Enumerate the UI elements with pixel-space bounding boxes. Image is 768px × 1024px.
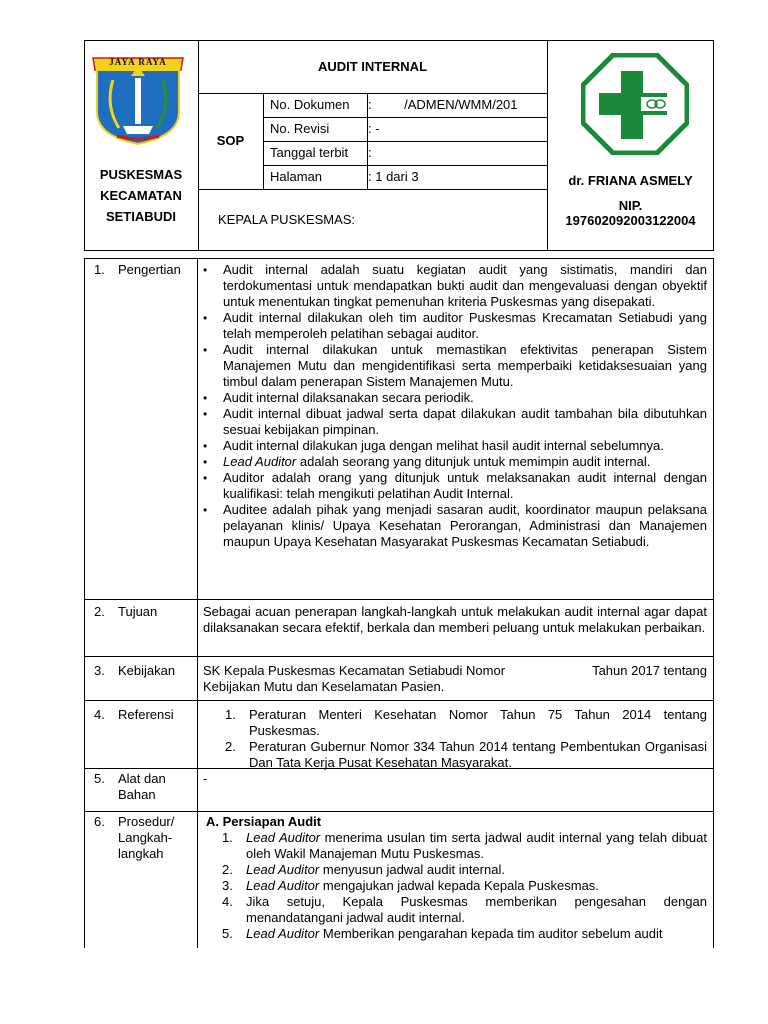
- step-item: [200, 894, 707, 926]
- section-6-label-1: Prosedur/: [118, 814, 175, 829]
- section-6-label-3: langkah: [118, 846, 164, 861]
- content-row-divider: [84, 811, 714, 812]
- header-divider-title: [198, 93, 547, 94]
- section-6-number: 6.: [94, 814, 105, 829]
- section-6-subhead: A. Persiapan Audit: [206, 814, 322, 829]
- bullet-item-lead-auditor: [199, 454, 707, 470]
- step-number: 1.: [222, 830, 233, 845]
- step-text: mengajukan jadwal kepada Kepala Puskesmas.: [319, 878, 599, 893]
- section-4-list: [203, 707, 707, 771]
- step-item: [200, 926, 707, 942]
- step-lead: Lead Auditor: [246, 830, 321, 845]
- section-2-label: Tujuan: [118, 604, 158, 619]
- section-5-label-1: Alat dan: [118, 771, 166, 786]
- lead-auditor-definition: adalah seorang yang ditunjuk untuk memimpin audit internal.: [296, 454, 651, 469]
- bullet-item: • Audit internal dilakukan oleh tim auditor Puskesmas Krecamatan Setiabudi yang telah memperoleh pelatihan sebagai auditor.: [199, 310, 707, 342]
- meta-value-issue-date: :: [368, 145, 372, 160]
- content-col-divider: [197, 258, 198, 948]
- section-3-text-b: Tahun 2017 tentang: [592, 663, 707, 678]
- bullet-item: • Audit internal dilakukan juga dengan melihat hasil audit internal sebelumnya.: [199, 438, 707, 454]
- step-lead: Lead Auditor: [246, 878, 320, 893]
- bullet-item: • Auditee adalah pihak yang menjadi sasaran audit, koordinator maupun pelaksana pelayanan klinis/ Upaya Kesehatan Perorangan, Administrasi dan Manajemen maupun Upaya Kesehatan Masyarakat Puskesmas Kecamatan Setiabudi.: [199, 502, 707, 550]
- reference-item: [203, 739, 707, 771]
- step-number: 2.: [222, 862, 233, 877]
- step-text: Memberikan pengarahan kepada tim auditor sebelum audit: [319, 926, 663, 941]
- document-title: AUDIT INTERNAL: [317, 59, 428, 74]
- section-4-label: Referensi: [118, 707, 174, 722]
- step-lead: Lead Auditor: [246, 926, 320, 941]
- org-name-line-1: PUSKESMAS: [99, 167, 183, 182]
- org-name-line-2: KECAMATAN: [100, 188, 182, 203]
- bullet-item: • Audit internal adalah suatu kegiatan audit yang sistimatis, mandiri dan terdokumentasi untuk mendapatkan bukti audit dan mengevaluasi dengan obyektif untuk menentukan tingkat pemenuhan kriteria Puskesmas yang disepakati.: [199, 262, 707, 310]
- bullet-item: • Audit internal dilakukan untuk memastikan efektivitas penerapan Sistem Manajemen Mutu dan mengidentifikasi serta memperbaiki ketidaksesuaian yang timbul dalam penerapan Sistem Manajemen Mutu.: [199, 342, 707, 390]
- meta-label-page: Halaman: [270, 169, 323, 184]
- signer-name: dr. FRIANA ASMELY: [568, 173, 693, 188]
- section-6-steps: [200, 830, 707, 942]
- section-1-number: 1.: [94, 262, 105, 277]
- meta-label-doc-number: No. Dokumen: [270, 97, 350, 112]
- section-1-label: Pengertian: [118, 262, 181, 277]
- section-2-text: Sebagai acuan penerapan langkah-langkah untuk melakukan audit internal agar dapat dilaksanakan secara efektif, berkala dan memberi peluang untuk melakukan perbaikan.: [203, 604, 707, 635]
- content-row-divider: [84, 700, 714, 701]
- header-divider-signer: [198, 189, 547, 190]
- step-text: Jika setuju, Kepala Puskesmas memberikan pengesahan dengan menandatangani jadwal audit internal.: [246, 894, 707, 925]
- meta-value-page: : 1 dari 3: [368, 169, 419, 184]
- sop-label: SOP: [216, 133, 245, 148]
- step-item: [200, 830, 707, 862]
- reference-number: 2.: [225, 739, 236, 754]
- lead-auditor-term: Lead Auditor: [223, 454, 297, 469]
- step-text: menerima usulan tim serta jadwal audit internal yang telah dibuat oleh Wakil Manajeman Mutu Puskesmas.: [246, 830, 707, 861]
- meta-value-doc-number: : /ADMEN/WMM/201: [368, 97, 518, 112]
- section-6-label-2: Langkah-: [118, 830, 173, 845]
- step-lead: Lead Auditor: [246, 862, 320, 877]
- meta-rowline: [263, 165, 547, 166]
- meta-label-revision: No. Revisi: [270, 121, 330, 136]
- emblem-text: JAYA RAYA: [109, 57, 167, 67]
- meta-label-issue-date: Tanggal terbit: [270, 145, 349, 160]
- bullet-item: • Audit internal dilaksanakan secara periodik.: [199, 390, 707, 406]
- step-number: 3.: [222, 878, 233, 893]
- content-row-divider: [84, 656, 714, 657]
- section-1-bullets: [199, 262, 707, 550]
- meta-value-revision: : -: [368, 121, 380, 136]
- section-3-text-a: SK Kepala Puskesmas Kecamatan Setiabudi Nomor: [203, 663, 506, 678]
- section-2-number: 2.: [94, 604, 105, 619]
- signer-title: KEPALA PUSKESMAS:: [218, 212, 356, 227]
- meta-rowline: [263, 117, 547, 118]
- step-text: menyusun jadwal audit internal.: [319, 862, 505, 877]
- step-item: [200, 862, 707, 878]
- section-4-number: 4.: [94, 707, 105, 722]
- step-item: [200, 878, 707, 894]
- section-5-value: -: [203, 771, 208, 786]
- reference-item: [203, 707, 707, 739]
- nip-label: NIP.: [618, 198, 643, 213]
- bullet-item: • Audit internal dibuat jadwal serta dapat dilakukan audit tambahan bila dibutuhkan sesuai kebijakan pimpinan.: [199, 406, 707, 438]
- meta-rowline: [263, 141, 547, 142]
- reference-number: 1.: [225, 707, 236, 722]
- reference-text: Peraturan Gubernur Nomor 334 Tahun 2014 tentang Pembentukan Organisasi Dan Tata Kerja Pusat Kesehatan Masyarakat.: [249, 739, 707, 770]
- section-3-number: 3.: [94, 663, 105, 678]
- nip-value: 197602092003122004: [565, 213, 696, 228]
- section-3-label: Kebijakan: [118, 663, 176, 678]
- puskesmas-logo: [581, 53, 689, 155]
- reference-text: Peraturan Menteri Kesehatan Nomor Tahun 75 Tahun 2014 tentang Puskesmas.: [249, 707, 707, 738]
- section-5-label-2: Bahan: [118, 787, 156, 802]
- step-number: 5.: [222, 926, 233, 941]
- org-name-line-3: SETIABUDI: [105, 209, 177, 224]
- section-5-number: 5.: [94, 771, 105, 786]
- step-number: 4.: [222, 894, 233, 909]
- bullet-item: • Auditor adalah orang yang ditunjuk untuk melaksanakan audit internal dengan kualifikasi: telah mengikuti pelatihan Audit Internal.: [199, 470, 707, 502]
- section-3-text-2: Kebijakan Mutu dan Keselamatan Pasien.: [203, 679, 445, 694]
- content-row-divider: [84, 599, 714, 600]
